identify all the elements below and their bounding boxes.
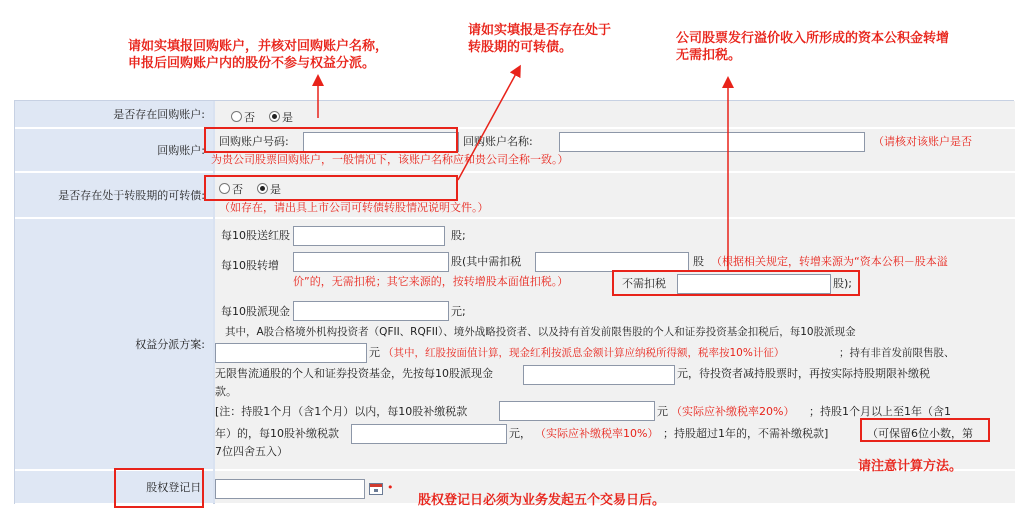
non-restricted-text: ；持有非首发前限售股、 (839, 347, 955, 359)
repurchase-hint-2: 为贵公司股票回购账户，一般情况下，该账户名称应和贵公司全称一致。） (211, 153, 569, 166)
convertible-bond-label: 是否存在处于转股期的可转债: (15, 173, 213, 219)
capital-reserve-annotation-line-1: 公司股票发行溢价收入所形成的资本公积金转增 (676, 31, 950, 46)
tax-1-year-unit: 元， (509, 427, 531, 440)
convertible-yes-label: 是 (270, 183, 281, 196)
bonus-share-unit: 股; (451, 229, 466, 242)
precision-note-2: 7位四舍五入） (215, 445, 288, 458)
convertible-hint: （如存在，请出具上市公司可转债转股情况说明文件。） (219, 201, 489, 214)
convertible-annotation-line-1: 请如实填报是否存在处于 (468, 23, 612, 38)
no-tax-label: ，不需扣税 (611, 277, 666, 290)
non-restricted-after: 元，待投资者减持股票时，再按实际持股期限补缴税 (677, 367, 930, 380)
tax-1-year-rate: （实际应补缴税率10%） (535, 427, 659, 440)
repurchase-exists-label: 是否存在回购账户: (15, 101, 213, 129)
capital-reserve-annotation-line-2: 无需扣税。 (676, 48, 742, 63)
cash-dividend-unit: 元; (451, 305, 466, 318)
record-date-annotation: 股权登记日必须为业务发起五个交易日后。 (418, 493, 666, 508)
tax-1-month-unit: 元 (657, 405, 668, 418)
bonus-share-label: 每10股送红股 (221, 229, 290, 242)
distribution-label: 权益分派方案: (15, 219, 213, 471)
tax-note-1-prefix: [注：持股1个月（含1个月）以内，每10股补缴税款 (215, 405, 468, 418)
repurchase-account-label: 回购账户: (15, 129, 213, 173)
tax-note-2-prefix: 年）的，每10股补缴税款 (215, 427, 339, 440)
tax-note-2-suffix: ；持股超过1年的，不需补缴税款] (663, 427, 829, 440)
repurchase-annotation-line-2: 申报后回购账户内的股份不参与权益分派。 (128, 56, 376, 71)
convertible-arrow (458, 70, 518, 180)
transfer-share-label: 每10股转增 (221, 259, 279, 272)
repurchase-number-label: 回购账户号码: (219, 135, 289, 148)
tax-1-month-rate: （实际应补缴税率20%） (671, 405, 795, 418)
transfer-taxable-label: 股(其中需扣税 (451, 255, 522, 268)
qfii-text: 其中，A股合格境外机构投资者（QFII、RQFII）、境外战略投资者、以及持有首发前限售股的个人和证券投资基金扣税后，每10股派现金 (225, 326, 856, 338)
convertible-annotation-line-2: 转股期的可转债。 (468, 40, 573, 55)
repurchase-name-label: 回购账户名称: (463, 135, 533, 148)
calc-method-annotation: 请注意计算方法。 (858, 459, 963, 474)
transfer-taxable-unit: 股 (693, 255, 704, 268)
repurchase-annotation-line-1: 请如实填报回购账户，并核对回购账户名称， (128, 39, 389, 54)
transfer-hint-1: （根据相关规定，转增来源为“资本公积－股本溢 (711, 255, 948, 268)
qfii-cash-unit: 元 (369, 346, 380, 359)
non-restricted-text-2: 无限售流通股的个人和证券投资基金，先按每10股派现金 (215, 367, 493, 380)
non-restricted-after-2: 款。 (215, 385, 237, 398)
repurchase-no-label: 否 (244, 111, 255, 124)
precision-note-1: （可保留6位小数，第 (867, 427, 973, 440)
no-tax-unit: 股); (833, 277, 852, 290)
tax-note-1-suffix: ；持股1个月以上至1年（含1 (809, 405, 951, 418)
repurchase-yes-label: 是 (282, 111, 293, 124)
convertible-no-label: 否 (232, 183, 243, 196)
qfii-hint: （其中，红股按面值计算，现金红利按派息金额计算应纳税所得额，税率按10%计征） (383, 347, 785, 359)
repurchase-hint-1: （请核对该账户是否 (873, 135, 972, 148)
transfer-hint-2: 价”的，无需扣税；其它来源的，按转增股本面值扣税。） (293, 275, 569, 288)
cash-dividend-label: 每10股派现金 (221, 305, 290, 318)
record-date-required-mark: • (387, 481, 394, 494)
record-date-label: 股权登记日: (15, 471, 213, 505)
